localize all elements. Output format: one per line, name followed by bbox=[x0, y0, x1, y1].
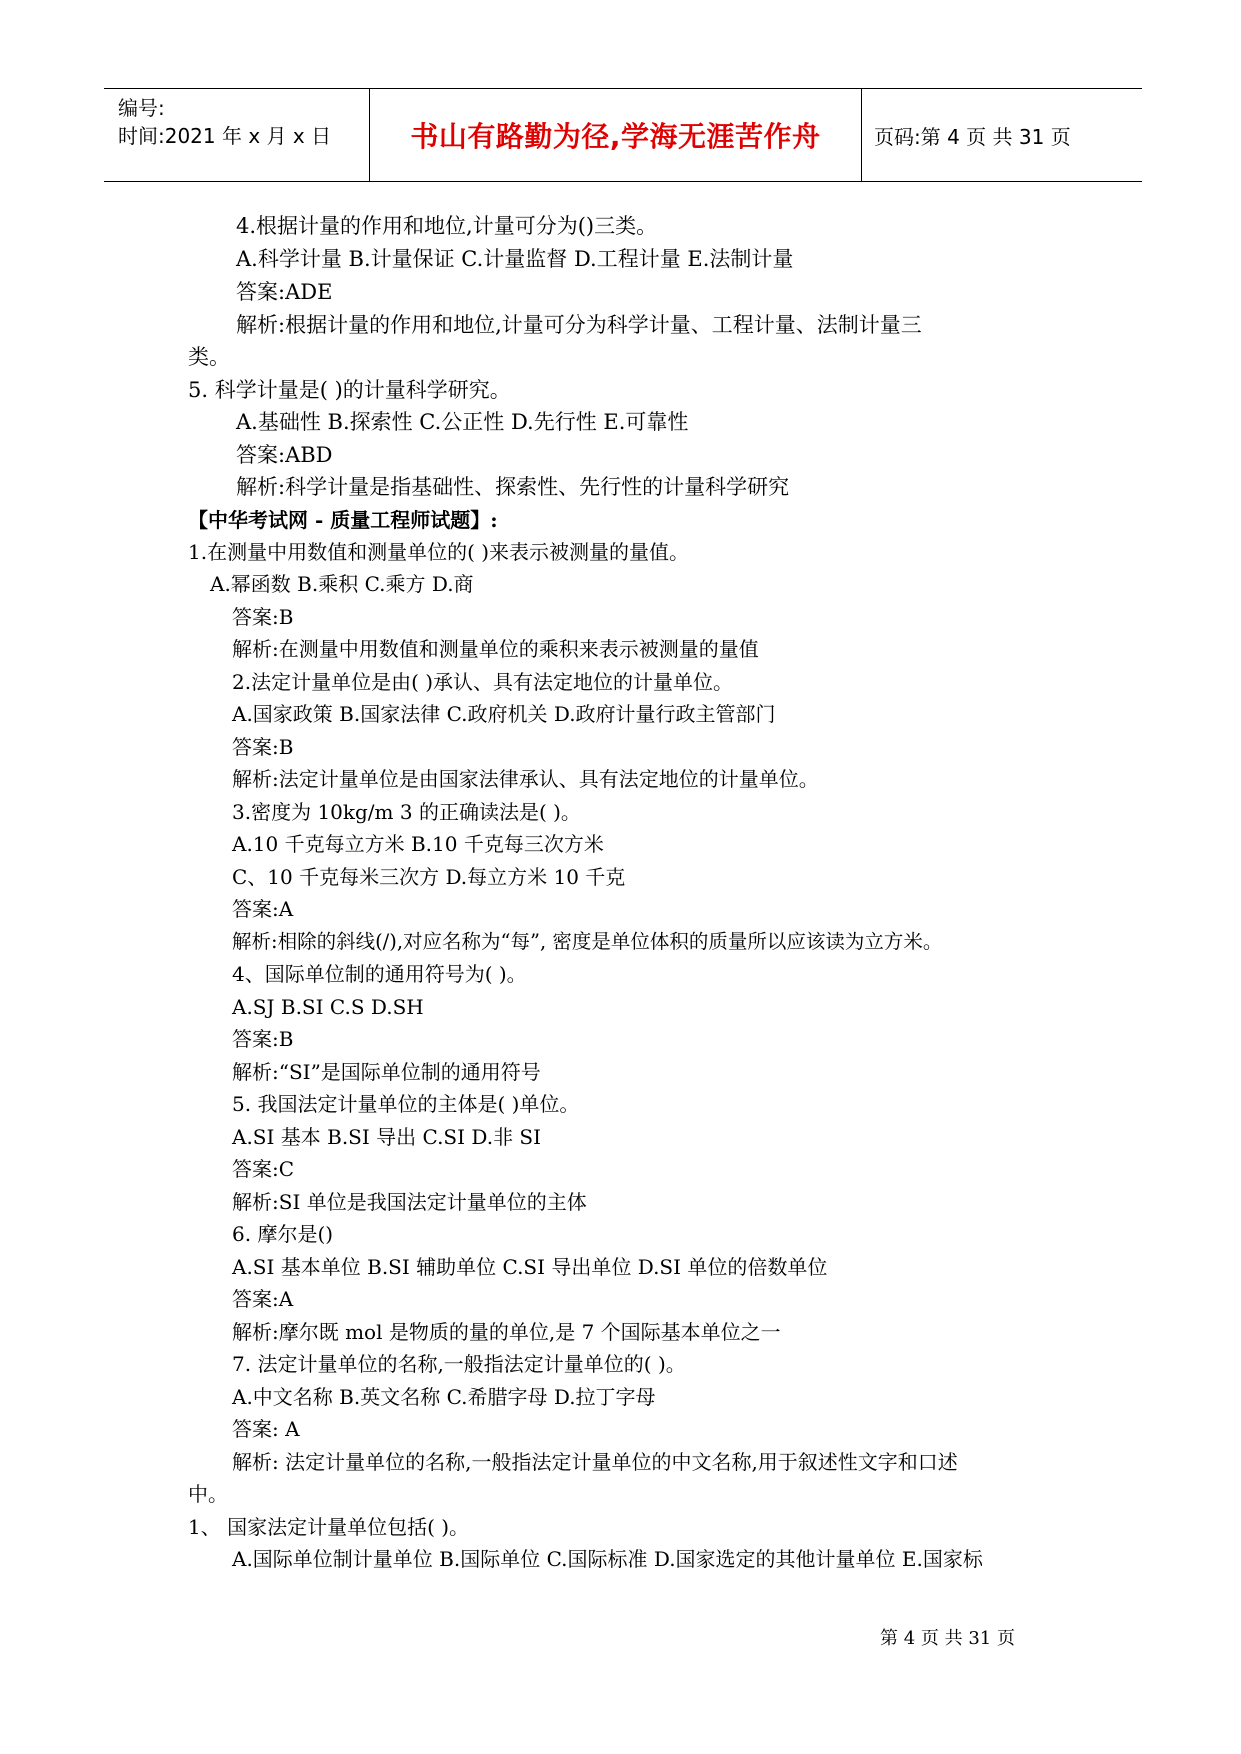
question-line: 1.在测量中用数值和测量单位的( )来表示被测量的量值。 bbox=[188, 540, 690, 564]
page-footer: 第 4 页 共 31 页 bbox=[880, 1628, 1015, 1649]
options-line: A.基础性 B.探索性 C.公正性 D.先行性 E.可靠性 bbox=[236, 410, 689, 434]
answer-line: 答案: A bbox=[232, 1417, 300, 1441]
header-page-number: 页码:第 4 页 共 31 页 bbox=[874, 124, 1071, 149]
options-line: C、10 千克每米三次方 D.每立方米 10 千克 bbox=[232, 865, 626, 889]
options-line: A.科学计量 B.计量保证 C.计量监督 D.工程计量 E.法制计量 bbox=[236, 247, 794, 271]
header-meta bbox=[118, 94, 331, 150]
section-heading: 【中华考试网 - 质量工程师试题】: bbox=[188, 508, 498, 532]
question-line: 3.密度为 10kg/m 3 的正确读法是( )。 bbox=[232, 800, 581, 824]
analysis-line: 解析:相除的斜线(/),对应名称为“每”, 密度是单位体积的质量所以应该读为立方米。 bbox=[232, 930, 943, 953]
analysis-line: 中。 bbox=[188, 1482, 228, 1506]
document-time-label: 时间:2021 年 x 月 x 日 bbox=[118, 124, 332, 148]
options-line: A.中文名称 B.英文名称 C.希腊字母 D.拉丁字母 bbox=[232, 1385, 656, 1409]
answer-line: 答案:ADE bbox=[236, 280, 333, 304]
answer-line: 答案:C bbox=[232, 1157, 295, 1181]
options-line: A.SI 基本单位 B.SI 辅助单位 C.SI 导出单位 D.SI 单位的倍数单位 bbox=[232, 1255, 828, 1279]
header-motto: 书山有路勤为径,学海无涯苦作舟 bbox=[410, 120, 821, 153]
analysis-line: 解析:根据计量的作用和地位,计量可分为科学计量、工程计量、法制计量三 bbox=[236, 313, 922, 337]
options-line: A.10 千克每立方米 B.10 千克每三次方米 bbox=[232, 832, 604, 856]
analysis-line: 解析:摩尔既 mol 是物质的量的单位,是 7 个国际基本单位之一 bbox=[232, 1320, 781, 1344]
answer-line: 答案:ABD bbox=[236, 443, 333, 467]
header-divider bbox=[861, 89, 862, 181]
options-line: A.国际单位制计量单位 B.国际单位 C.国际标准 D.国家选定的其他计量单位 E.国家标 bbox=[232, 1547, 983, 1571]
page-header bbox=[104, 88, 1142, 182]
answer-line: 答案:B bbox=[232, 605, 294, 629]
options-line: A.国家政策 B.国家法律 C.政府机关 D.政府计量行政主管部门 bbox=[232, 702, 776, 726]
question-line: 4.根据计量的作用和地位,计量可分为()三类。 bbox=[236, 214, 658, 238]
question-line: 4、国际单位制的通用符号为( )。 bbox=[232, 962, 527, 986]
document-number-label: 编号: bbox=[118, 96, 165, 120]
question-line: 5. 我国法定计量单位的主体是( )单位。 bbox=[232, 1092, 580, 1116]
question-line: 5. 科学计量是( )的计量科学研究。 bbox=[188, 378, 511, 402]
analysis-line: 类。 bbox=[188, 345, 230, 369]
answer-line: 答案:A bbox=[232, 897, 294, 921]
options-line: A.SJ B.SI C.S D.SH bbox=[232, 995, 424, 1019]
question-line: 2.法定计量单位是由( )承认、具有法定地位的计量单位。 bbox=[232, 670, 734, 694]
analysis-line: 解析:SI 单位是我国法定计量单位的主体 bbox=[232, 1190, 587, 1214]
analysis-line: 解析:在测量中用数值和测量单位的乘积来表示被测量的量值 bbox=[232, 637, 759, 661]
options-line: A.幂函数 B.乘积 C.乘方 D.商 bbox=[210, 572, 474, 596]
answer-line: 答案:A bbox=[232, 1287, 294, 1311]
answer-line: 答案:B bbox=[232, 735, 294, 759]
question-line: 1、 国家法定计量单位包括( )。 bbox=[188, 1515, 470, 1539]
analysis-line: 解析:法定计量单位是由国家法律承认、具有法定地位的计量单位。 bbox=[232, 767, 819, 791]
analysis-line: 解析:科学计量是指基础性、探索性、先行性的计量科学研究 bbox=[236, 475, 790, 499]
options-line: A.SI 基本 B.SI 导出 C.SI D.非 SI bbox=[232, 1125, 542, 1149]
question-line: 6. 摩尔是() bbox=[232, 1222, 334, 1246]
answer-line: 答案:B bbox=[232, 1027, 294, 1051]
analysis-line: 解析: 法定计量单位的名称,一般指法定计量单位的中文名称,用于叙述性文字和口述 bbox=[232, 1450, 958, 1474]
question-line: 7. 法定计量单位的名称,一般指法定计量单位的( )。 bbox=[232, 1352, 686, 1376]
analysis-line: 解析:“SI”是国际单位制的通用符号 bbox=[232, 1060, 541, 1084]
